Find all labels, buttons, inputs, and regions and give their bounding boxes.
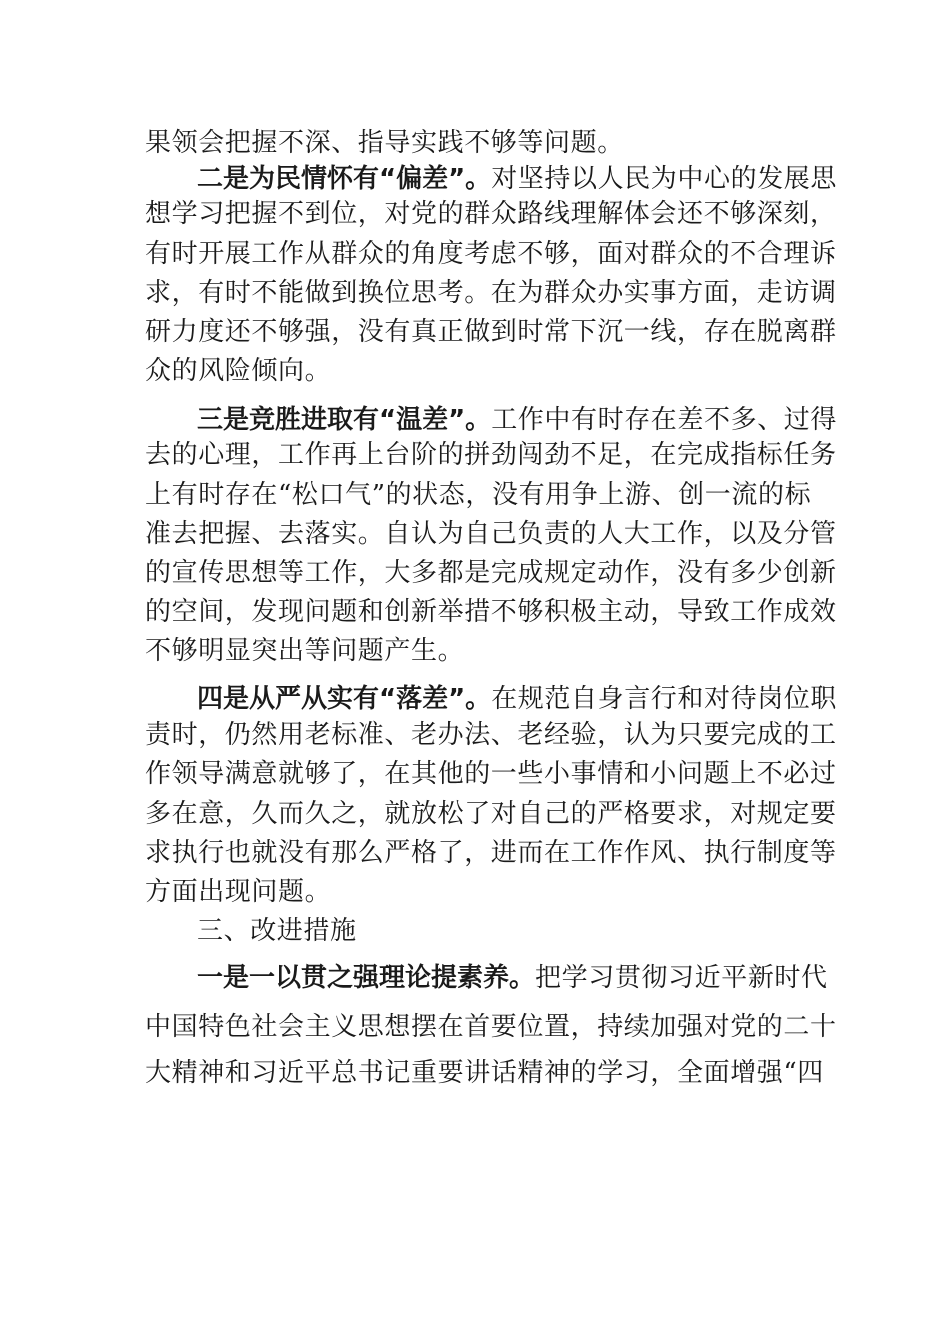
text-line (145, 517, 837, 551)
line-text: 工作中有时存在差不多、过得 (491, 405, 837, 435)
line-text: 把学习贯彻习近平新时代 (535, 963, 828, 993)
line-text: 方面出现问题。 (145, 877, 332, 907)
paragraph-heading-line (197, 682, 837, 716)
section-heading (197, 914, 357, 948)
text-line (145, 718, 837, 752)
paragraph-heading-line (197, 961, 828, 995)
text-line (145, 354, 331, 388)
line-text: 对坚持以人民为中心的发展思 (491, 164, 837, 194)
line-text: 有时开展工作从群众的角度考虑不够，面对群众的不合理诉 (145, 239, 837, 269)
line-text: 多在意，久而久之，就放松了对自己的严格要求，对规定要 (145, 799, 837, 829)
text-line (145, 1010, 837, 1044)
line-text: 去的心理，工作再上台阶的拼劲闯劲不足，在完成指标任务 (145, 440, 837, 470)
paragraph-heading: 四是从严从实有“落差”。 (197, 684, 492, 714)
text-line (145, 237, 837, 271)
text-line (145, 126, 624, 160)
line-text: 不够明显突出等问题产生。 (145, 636, 465, 666)
line-text: 作领导满意就够了，在其他的一些小事情和小问题上不必过 (145, 759, 837, 789)
text-line (145, 634, 464, 668)
line-text: 研力度还不够强，没有真正做到时常下沉一线，存在脱离群 (145, 317, 837, 347)
line-text: 的空间，发现问题和创新举措不够积极主动，导致工作成效 (145, 597, 837, 627)
paragraph-heading-line (197, 162, 837, 196)
line-text: 责时，仍然用老标准、老办法、老经验，认为只要完成的工 (145, 720, 837, 750)
text-line (145, 797, 837, 831)
text-line (145, 438, 837, 472)
text-line (145, 836, 837, 870)
text-line (145, 315, 837, 349)
line-text: 中国特色社会主义思想摆在首要位置，持续加强对党的二十 (145, 1012, 837, 1042)
text-line (145, 276, 837, 310)
line-text: 准去把握、去落实。自认为自己负责的人大工作，以及分管 (145, 519, 837, 549)
text-line (145, 1056, 824, 1090)
paragraph-heading-line (197, 403, 837, 437)
paragraph-heading: 一是一以贯之强理论提素养。 (197, 963, 536, 993)
line-text: 众的风险倾向。 (145, 356, 332, 386)
line-text: 的宣传思想等工作，大多都是完成规定动作，没有多少创新 (145, 558, 837, 588)
text-line (145, 595, 837, 629)
line-text: 上有时存在“松口气”的状态，没有用争上游、创一流的标 (145, 480, 812, 510)
paragraph-heading: 二是为民情怀有“偏差”。 (197, 164, 492, 194)
line-text: 果领会把握不深、指导实践不够等问题。 (145, 128, 624, 158)
line-text: 想学习把握不到位，对党的群众路线理解体会还不够深刻， (145, 199, 837, 229)
line-text: 在规范自身言行和对待岗位职 (491, 684, 837, 714)
line-text: 求，有时不能做到换位思考。在为群众办实事方面，走访调 (145, 278, 837, 308)
paragraph-heading: 三是竞胜进取有“温差”。 (197, 405, 492, 435)
text-line (145, 197, 837, 231)
line-text: 求执行也就没有那么严格了，进而在工作作风、执行制度等 (145, 838, 837, 868)
text-line (145, 875, 331, 909)
text-line (145, 478, 811, 512)
line-text: 大精神和习近平总书记重要讲话精神的学习，全面增强“四 (145, 1058, 824, 1088)
line-text: 三、改进措施 (197, 916, 357, 946)
text-line (145, 556, 837, 590)
text-line (145, 757, 837, 791)
